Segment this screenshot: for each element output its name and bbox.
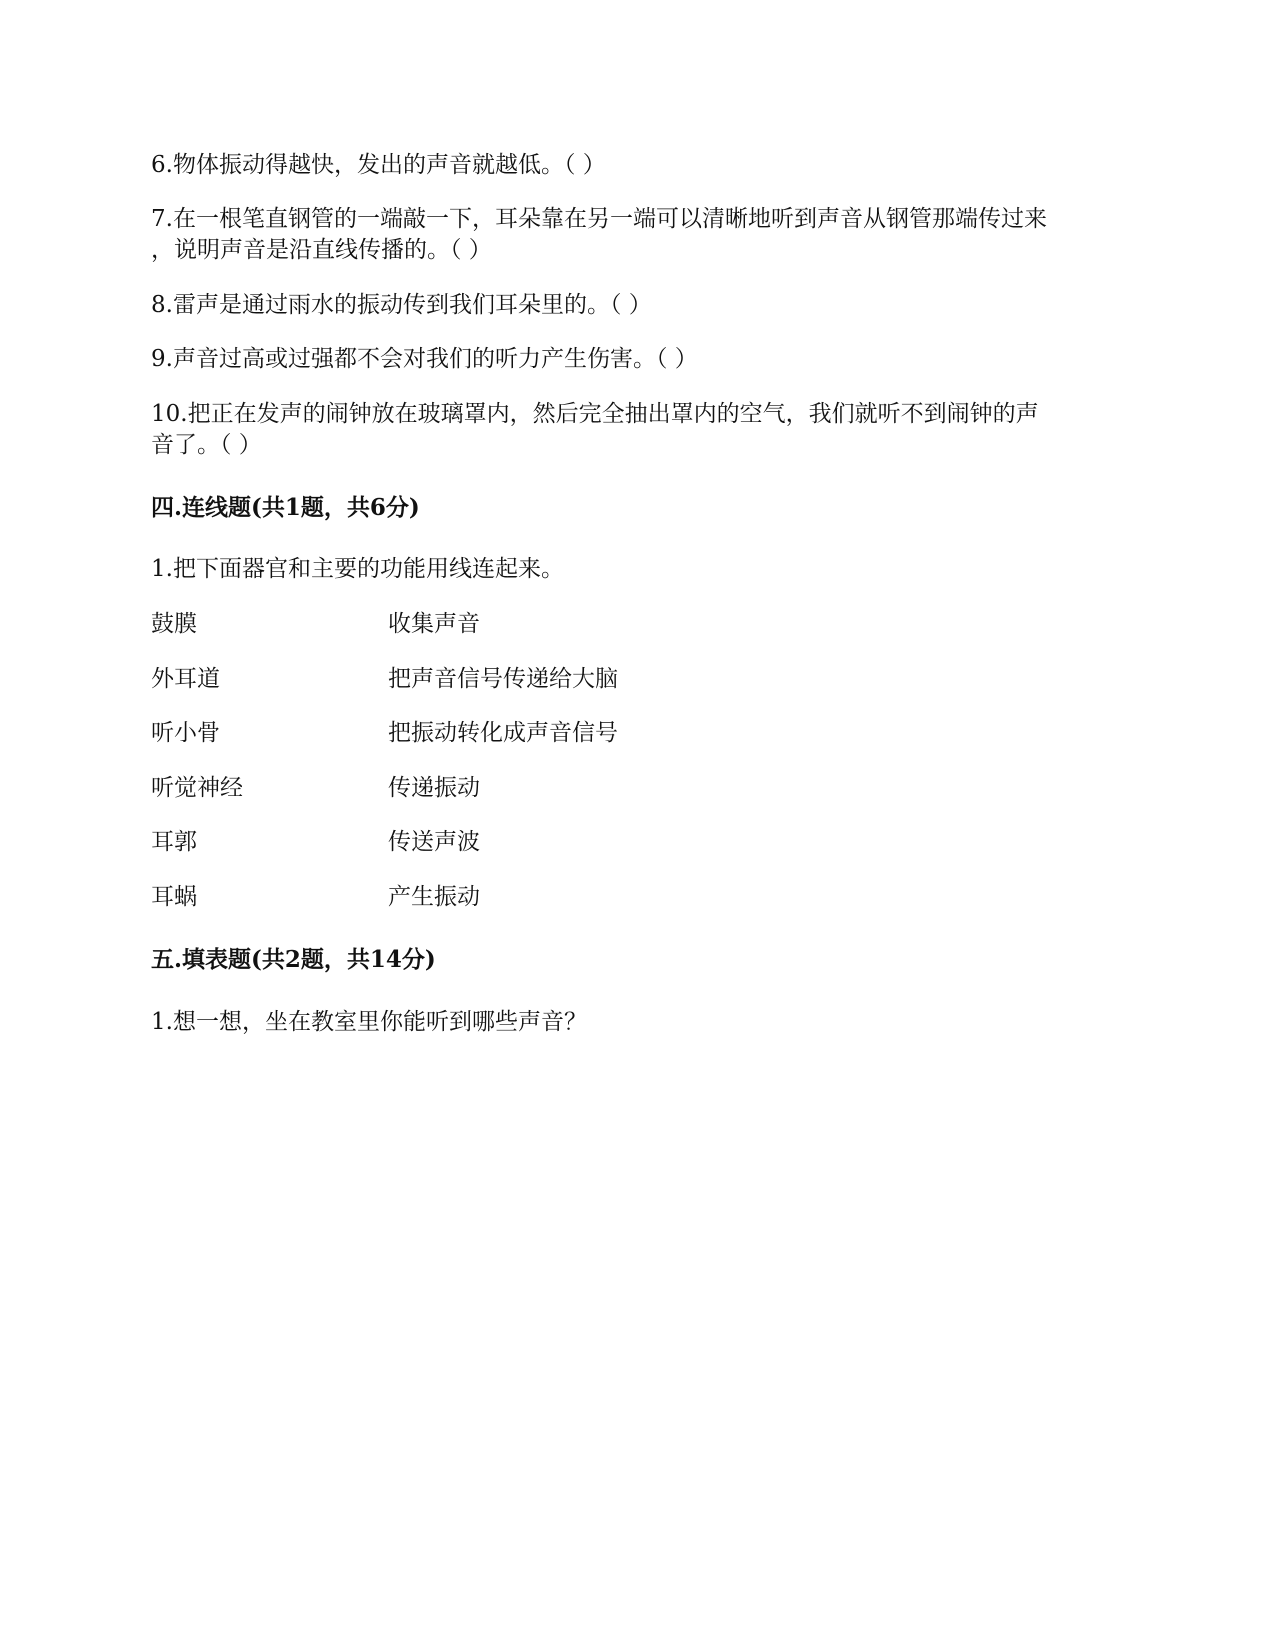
organ-item: 鼓膜	[151, 611, 197, 637]
question-10-line2: 音了。（ ）	[151, 432, 262, 458]
function-item: 产生振动	[388, 884, 480, 910]
matching-question: 1.把下面器官和主要的功能用线连起来。	[151, 556, 564, 582]
organ-item: 听觉神经	[151, 775, 243, 801]
question-9: 9.声音过高或过强都不会对我们的听力产生伤害。（ ）	[151, 346, 698, 372]
organ-item: 听小骨	[151, 720, 220, 746]
question-7-line2: ，说明声音是沿直线传播的。（ ）	[151, 237, 492, 263]
question-8: 8.雷声是通过雨水的振动传到我们耳朵里的。（ ）	[151, 292, 652, 318]
function-item: 把声音信号传递给大脑	[388, 666, 618, 692]
function-item: 传送声波	[388, 829, 480, 855]
question-6: 6.物体振动得越快，发出的声音就越低。（ ）	[151, 152, 606, 178]
question-7-line1: 7.在一根笔直钢管的一端敲一下，耳朵靠在另一端可以清晰地听到声音从钢管那端传过来	[151, 206, 1047, 232]
organ-item: 耳郭	[151, 829, 197, 855]
function-item: 传递振动	[388, 775, 480, 801]
function-item: 把振动转化成声音信号	[388, 720, 618, 746]
section-heading-fill-table: 五.填表题(共2题，共14分)	[151, 946, 436, 973]
section-heading-matching: 四.连线题(共1题，共6分)	[151, 494, 420, 521]
question-10-line1: 10.把正在发声的闹钟放在玻璃罩内，然后完全抽出罩内的空气，我们就听不到闹钟的声	[151, 401, 1039, 427]
organ-item: 外耳道	[151, 666, 220, 692]
fill-table-question: 1.想一想，坐在教室里你能听到哪些声音？	[151, 1009, 587, 1035]
function-item: 收集声音	[388, 611, 480, 637]
organ-item: 耳蜗	[151, 884, 197, 910]
